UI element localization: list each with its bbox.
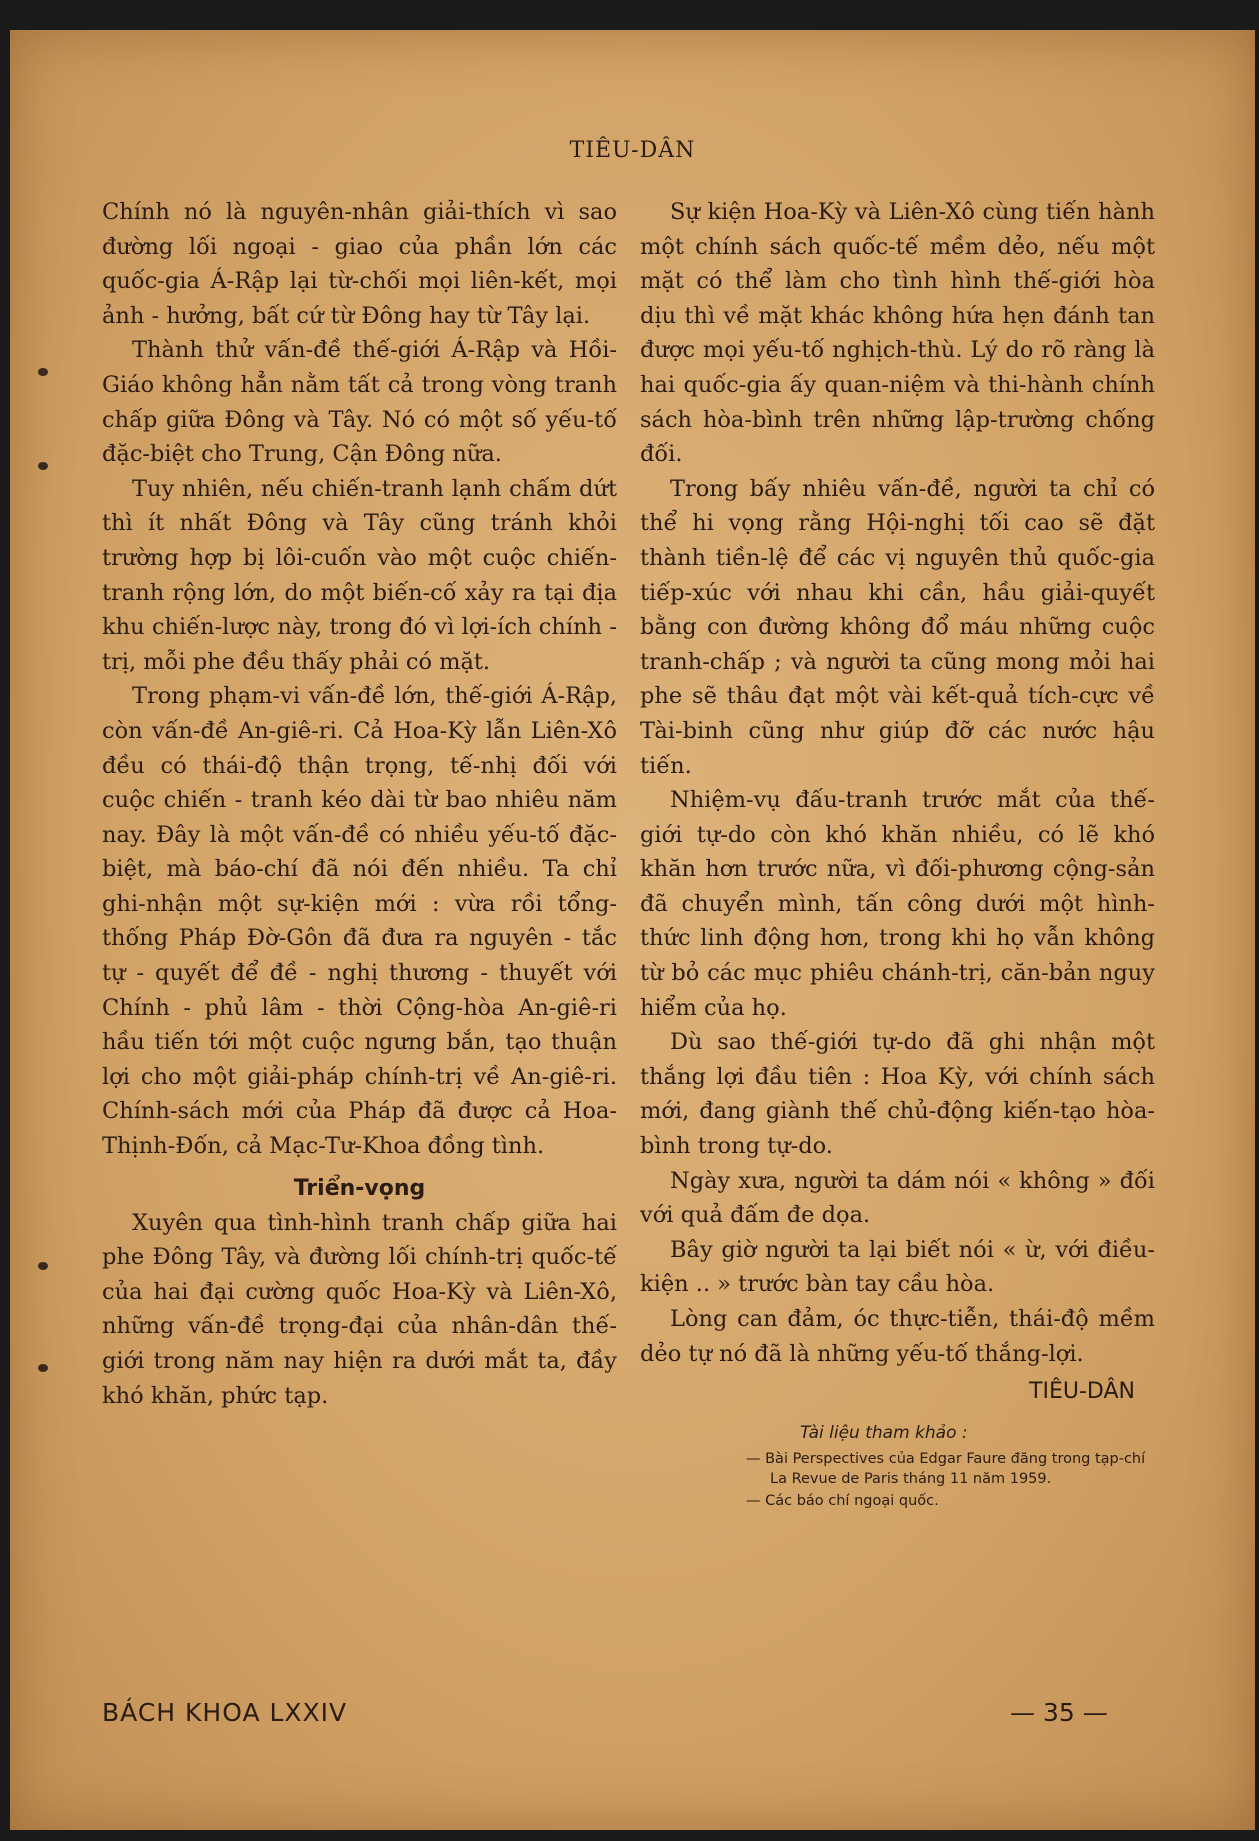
paragraph: Bây giờ người ta lại biết nói « ừ, với điều-kiện .. » trước bàn tay cầu hòa. xyxy=(640,1236,1155,1298)
left-column xyxy=(102,195,617,1413)
paragraph: Trong phạm-vi vấn-đề lớn, thế-giới Á-Rập, còn vấn-đề An-giê-ri. Cả Hoa-Kỳ lẫn Liên-Xô đều có thái-độ thận trọng, tế-nhị đối với cuộc chiến - tranh kéo dài từ bao nhiêu năm nay. Đây là một vấn-đề có nhiều yếu-tố đặc-biệt, mà báo-chí đã nói đến nhiều. Ta chỉ ghi-nhận một sự-kiện mới : vừa rồi tổng-thống Pháp Đờ-Gôn đã đưa ra nguyên - tắc tự - quyết để đề - nghị thương - thuyết với Chính - phủ lâm - thời Cộng-hòa An-giê-ri hầu tiến tới một cuộc ngưng bắn, tạo thuận lợi cho một giải-pháp chính-trị về An-giê-ri. Chính-sách mới của Pháp đã được cả Hoa-Thịnh-Đốn, cả Mạc-Tư-Khoa đồng tình. xyxy=(102,683,617,1160)
page-header: TIÊU-DÂN xyxy=(569,138,696,163)
paragraph: Dù sao thế-giới tự-do đã ghi nhận một thắng lợi đầu tiên : Hoa Kỳ, với chính sách mới, đang giành thế chủ-động kiến-tạo hòa-bình trong tự-do. xyxy=(640,1029,1155,1160)
magazine-page xyxy=(10,30,1255,1830)
references-title: Tài liệu tham khảo : xyxy=(800,1423,968,1444)
page-number: — 35 — xyxy=(1010,1698,1108,1727)
paragraph: Tuy nhiên, nếu chiến-tranh lạnh chấm dứt thì ít nhất Đông và Tây cũng tránh khỏi trường hợp bị lôi-cuốn vào một cuộc chiến-tranh rộng lớn, do một biến-cố xảy ra tại địa khu chiến-lược này, trong đó vì lợi-ích chính - trị, mỗi phe đều thấy phải có mặt. xyxy=(102,475,617,675)
paragraph: Chính nó là nguyên-nhân giải-thích vì sao đường lối ngoại - giao của phần lớn các quốc-gia Á-Rập lại từ-chối mọi liên-kết, mọi ảnh - hưởng, bất cứ từ Đông hay từ Tây lại. xyxy=(102,199,617,329)
paragraph: Xuyên qua tình-hình tranh chấp giữa hai phe Đông Tây, và đường lối chính-trị quốc-tế của hai đại cường quốc Hoa-Kỳ và Liên-Xô, những vấn-đề trọng-đại của nhân-dân thế-giới trong năm nay hiện ra dưới mắt ta, đầy khó khăn, phức tạp. xyxy=(102,1209,617,1409)
binding-hole xyxy=(38,1262,48,1270)
paragraph: Thành thử vấn-đề thế-giới Á-Rập và Hồi-Giáo không hẳn nằm tất cả trong vòng tranh chấp giữa Đông và Tây. Nó có một số yếu-tố đặc-biệt cho Trung, Cận Đông nữa. xyxy=(102,337,617,468)
paragraph: Trong bấy nhiêu vấn-đề, người ta chỉ có thể hi vọng rằng Hội-nghị tối cao sẽ đặt thành tiền-lệ để các vị nguyên thủ quốc-gia tiếp-xúc với nhau khi cần, hầu giải-quyết bằng con đường không đổ máu những cuộc tranh-chấp ; và người ta cũng mong mỏi hai phe sẽ thâu đạt một vài kết-quả tích-cực về Tài-binh cũng như giúp đỡ các nước hậu tiến. xyxy=(640,475,1155,779)
binding-hole xyxy=(38,368,48,376)
section-heading: Triển-vọng xyxy=(293,1175,426,1201)
paragraph: Sự kiện Hoa-Kỳ và Liên-Xô cùng tiến hành một chính sách quốc-tế mềm dẻo, nếu một mặt có thể làm cho tình hình thế-giới hòa dịu thì về mặt khác không hứa hẹn đánh tan được mọi yếu-tố nghịch-thù. Lý do rõ ràng là hai quốc-gia ấy quan-niệm và thi-hành chính sách hòa-bình trên những lập-trường chống đối. xyxy=(640,199,1155,468)
paragraph: Lòng can đảm, óc thực-tiễn, thái-độ mềm dẻo tự nó đã là những yếu-tố thắng-lợi. xyxy=(640,1306,1155,1367)
publication-name: BÁCH KHOA LXXIV xyxy=(102,1698,348,1727)
reference-item: — Các báo chí ngoại quốc. xyxy=(746,1493,939,1510)
references xyxy=(640,1419,1155,1511)
author-signature: TIÊU-DÂN xyxy=(1029,1379,1135,1405)
paragraph: Ngày xưa, người ta dám nói « không » đối với quả đấm đe dọa. xyxy=(640,1167,1155,1229)
binding-hole xyxy=(38,1364,48,1372)
right-column xyxy=(640,195,1155,1511)
reference-item: — Bài Perspectives của Edgar Faure đăng trong tạp-chí La Revue de Paris tháng 11 năm 1959. xyxy=(746,1451,1146,1488)
paragraph: Nhiệm-vụ đấu-tranh trước mắt của thế-giới tự-do còn khó khăn nhiều, có lẽ khó khăn hơn trước nữa, vì đối-phương cộng-sản đã chuyển mình, tấn công dưới một hình-thức linh động hơn, trong khi họ vẫn không từ bỏ các mục phiêu chánh-trị, căn-bản nguy hiểm của họ. xyxy=(640,787,1155,1021)
binding-hole xyxy=(38,462,48,470)
